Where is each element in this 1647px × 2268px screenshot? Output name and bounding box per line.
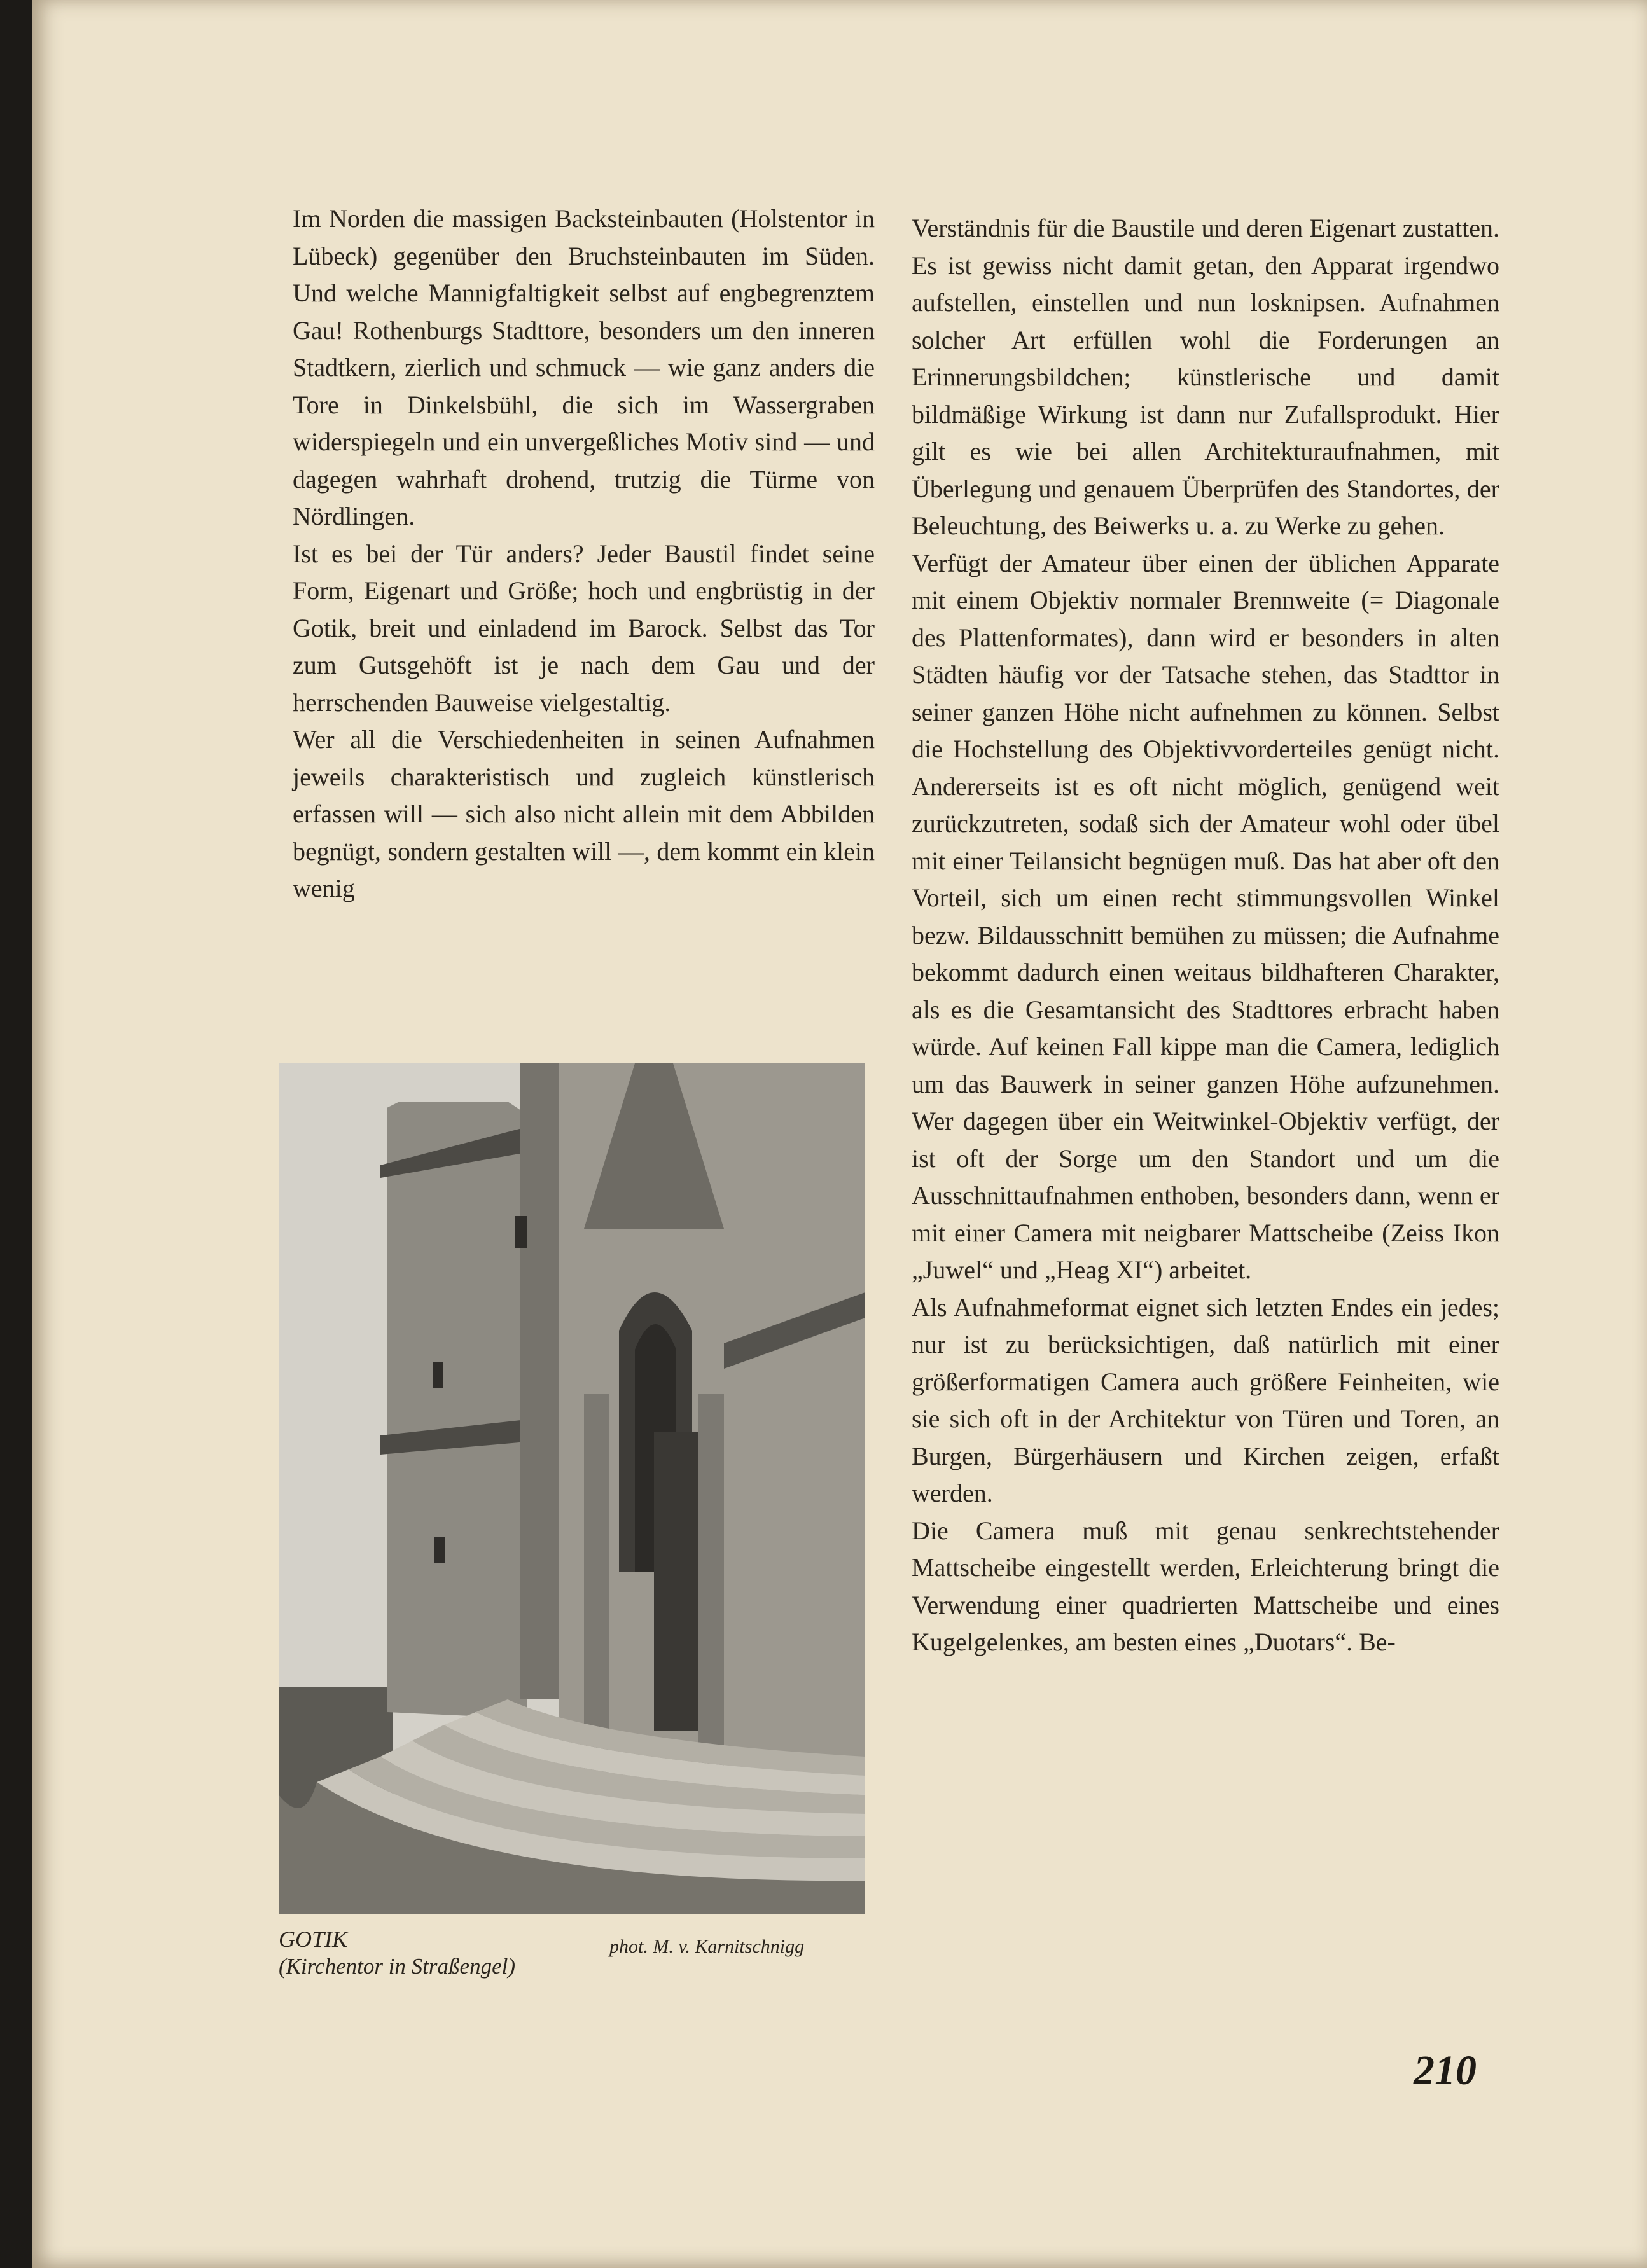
paragraph: Wer all die Verschiedenheiten in seinen Aufnahmen jeweils charakteristisch und zugleich künstlerisch erfassen will — sich also nicht allein mit dem Abbilden begnügt, sondern gestalten will —, dem kommt ein klein wenig	[293, 725, 875, 902]
photo-credit: phot. M. v. Karnitschnigg	[609, 1936, 805, 1957]
figure-caption-title: GOTIK	[279, 1926, 348, 1952]
paragraph: Verständnis für die Baustile und deren Eigenart zustatten. Es ist gewiss nicht damit getan, den Apparat irgendwo aufstellen, einstellen und nun losknipsen. Aufnahmen solcher Art erfüllen wohl die Forderungen an Erinnerungsbildchen; künstlerische und damit bildmäßige Wirkung ist dann nur Zufallsprodukt. Hier gilt es wie bei allen Architekturaufnahmen, mit Überlegung und genauem Überprüfen des Standortes, der Beleuchtung, des Beiwerks u. a. zu Werke zu gehen.	[912, 214, 1499, 540]
paragraph: Als Aufnahmeformat eignet sich letzten Endes ein jedes; nur ist zu berücksichtigen, daß natürlich mit einer größerformatigen Camera auch größere Feinheiten, wie sie sich oft in der Architektur von Türen und Toren, an Burgen, Bürgerhäusern und Kirchen zeigen, erfaßt werden.	[912, 1292, 1499, 1507]
paragraph: Ist es bei der Tür anders? Jeder Baustil findet seine Form, Eigenart und Größe; hoch und engbrüstig in der Gotik, breit und einladend im Barock. Selbst das Tor zum Gutsgehöft ist je nach dem Gau und der herrschenden Bauweise vielgestaltig.	[293, 539, 875, 717]
paragraph: Verfügt der Amateur über einen der üblichen Apparate mit einem Objektiv normaler Brennweite (= Diagonale des Plattenformates), dann wird er besonders in alten Städten häufig vor der Tatsache stehen, das Stadttor in seiner ganzen Höhe nicht aufnehmen zu können. Selbst die Hochstellung des Objektivvorderteiles genügt nicht. Andererseits ist es oft nicht möglich, genügend weit zurückzutreten, sodaß sich der Amateur wohl oder übel mit einer Teilansicht begnügen muß. Das hat aber oft den Vorteil, sich um einen recht stimmungsvollen Winkel bezw. Bildausschnitt bemühen zu müssen; die Aufnahme bekommt dadurch einen weitaus bildhafteren Charakter, als es die Gesamtansicht des Stadttores erbracht haben würde. Auf keinen Fall kippe man die Camera, lediglich um das Bauwerk in seiner ganzen Höhe aufzunehmen. Wer dagegen über ein Weitwinkel-Objektiv verfügt, der ist oft der Sorge um den Standort und um die Ausschnittaufnahmen enthoben, besonders dann, wenn er mit einer Camera mit neigbarer Mattscheibe (Zeiss Ikon „Juwel“ und „Heag XI“) arbeitet.	[912, 548, 1499, 1284]
paragraph: Die Camera muß mit genau senkrechtstehender Mattscheibe eingestellt werden, Erleichterung bringt die Verwendung einer quadrierten Mattscheibe und eines Kugelgelenkes, am besten eines „Duotars“. Be-	[912, 1516, 1499, 1656]
left-text-column	[293, 200, 875, 908]
paragraph: Im Norden die massigen Backsteinbauten (Holstentor in Lübeck) gegenüber den Bruchsteinbauten im Süden. Und welche Mannigfaltigkeit selbst auf engbegrenztem Gau! Rothenburgs Stadttore, besonders um den inneren Stadtkern, zierlich und schmuck — wie ganz anders die Tore in Dinkelsbühl, die sich im Wassergraben widerspiegeln und ein unvergeßliches Motiv sind — und dagegen wahrhaft drohend, trutzig die Türme von Nördlingen.	[293, 204, 875, 530]
church-portal-photo	[279, 1063, 865, 1914]
page-number: 210	[1414, 2047, 1477, 2094]
right-text-column	[912, 210, 1499, 1661]
figure-caption-subtitle: (Kirchentor in Straßengel)	[279, 1954, 515, 1979]
